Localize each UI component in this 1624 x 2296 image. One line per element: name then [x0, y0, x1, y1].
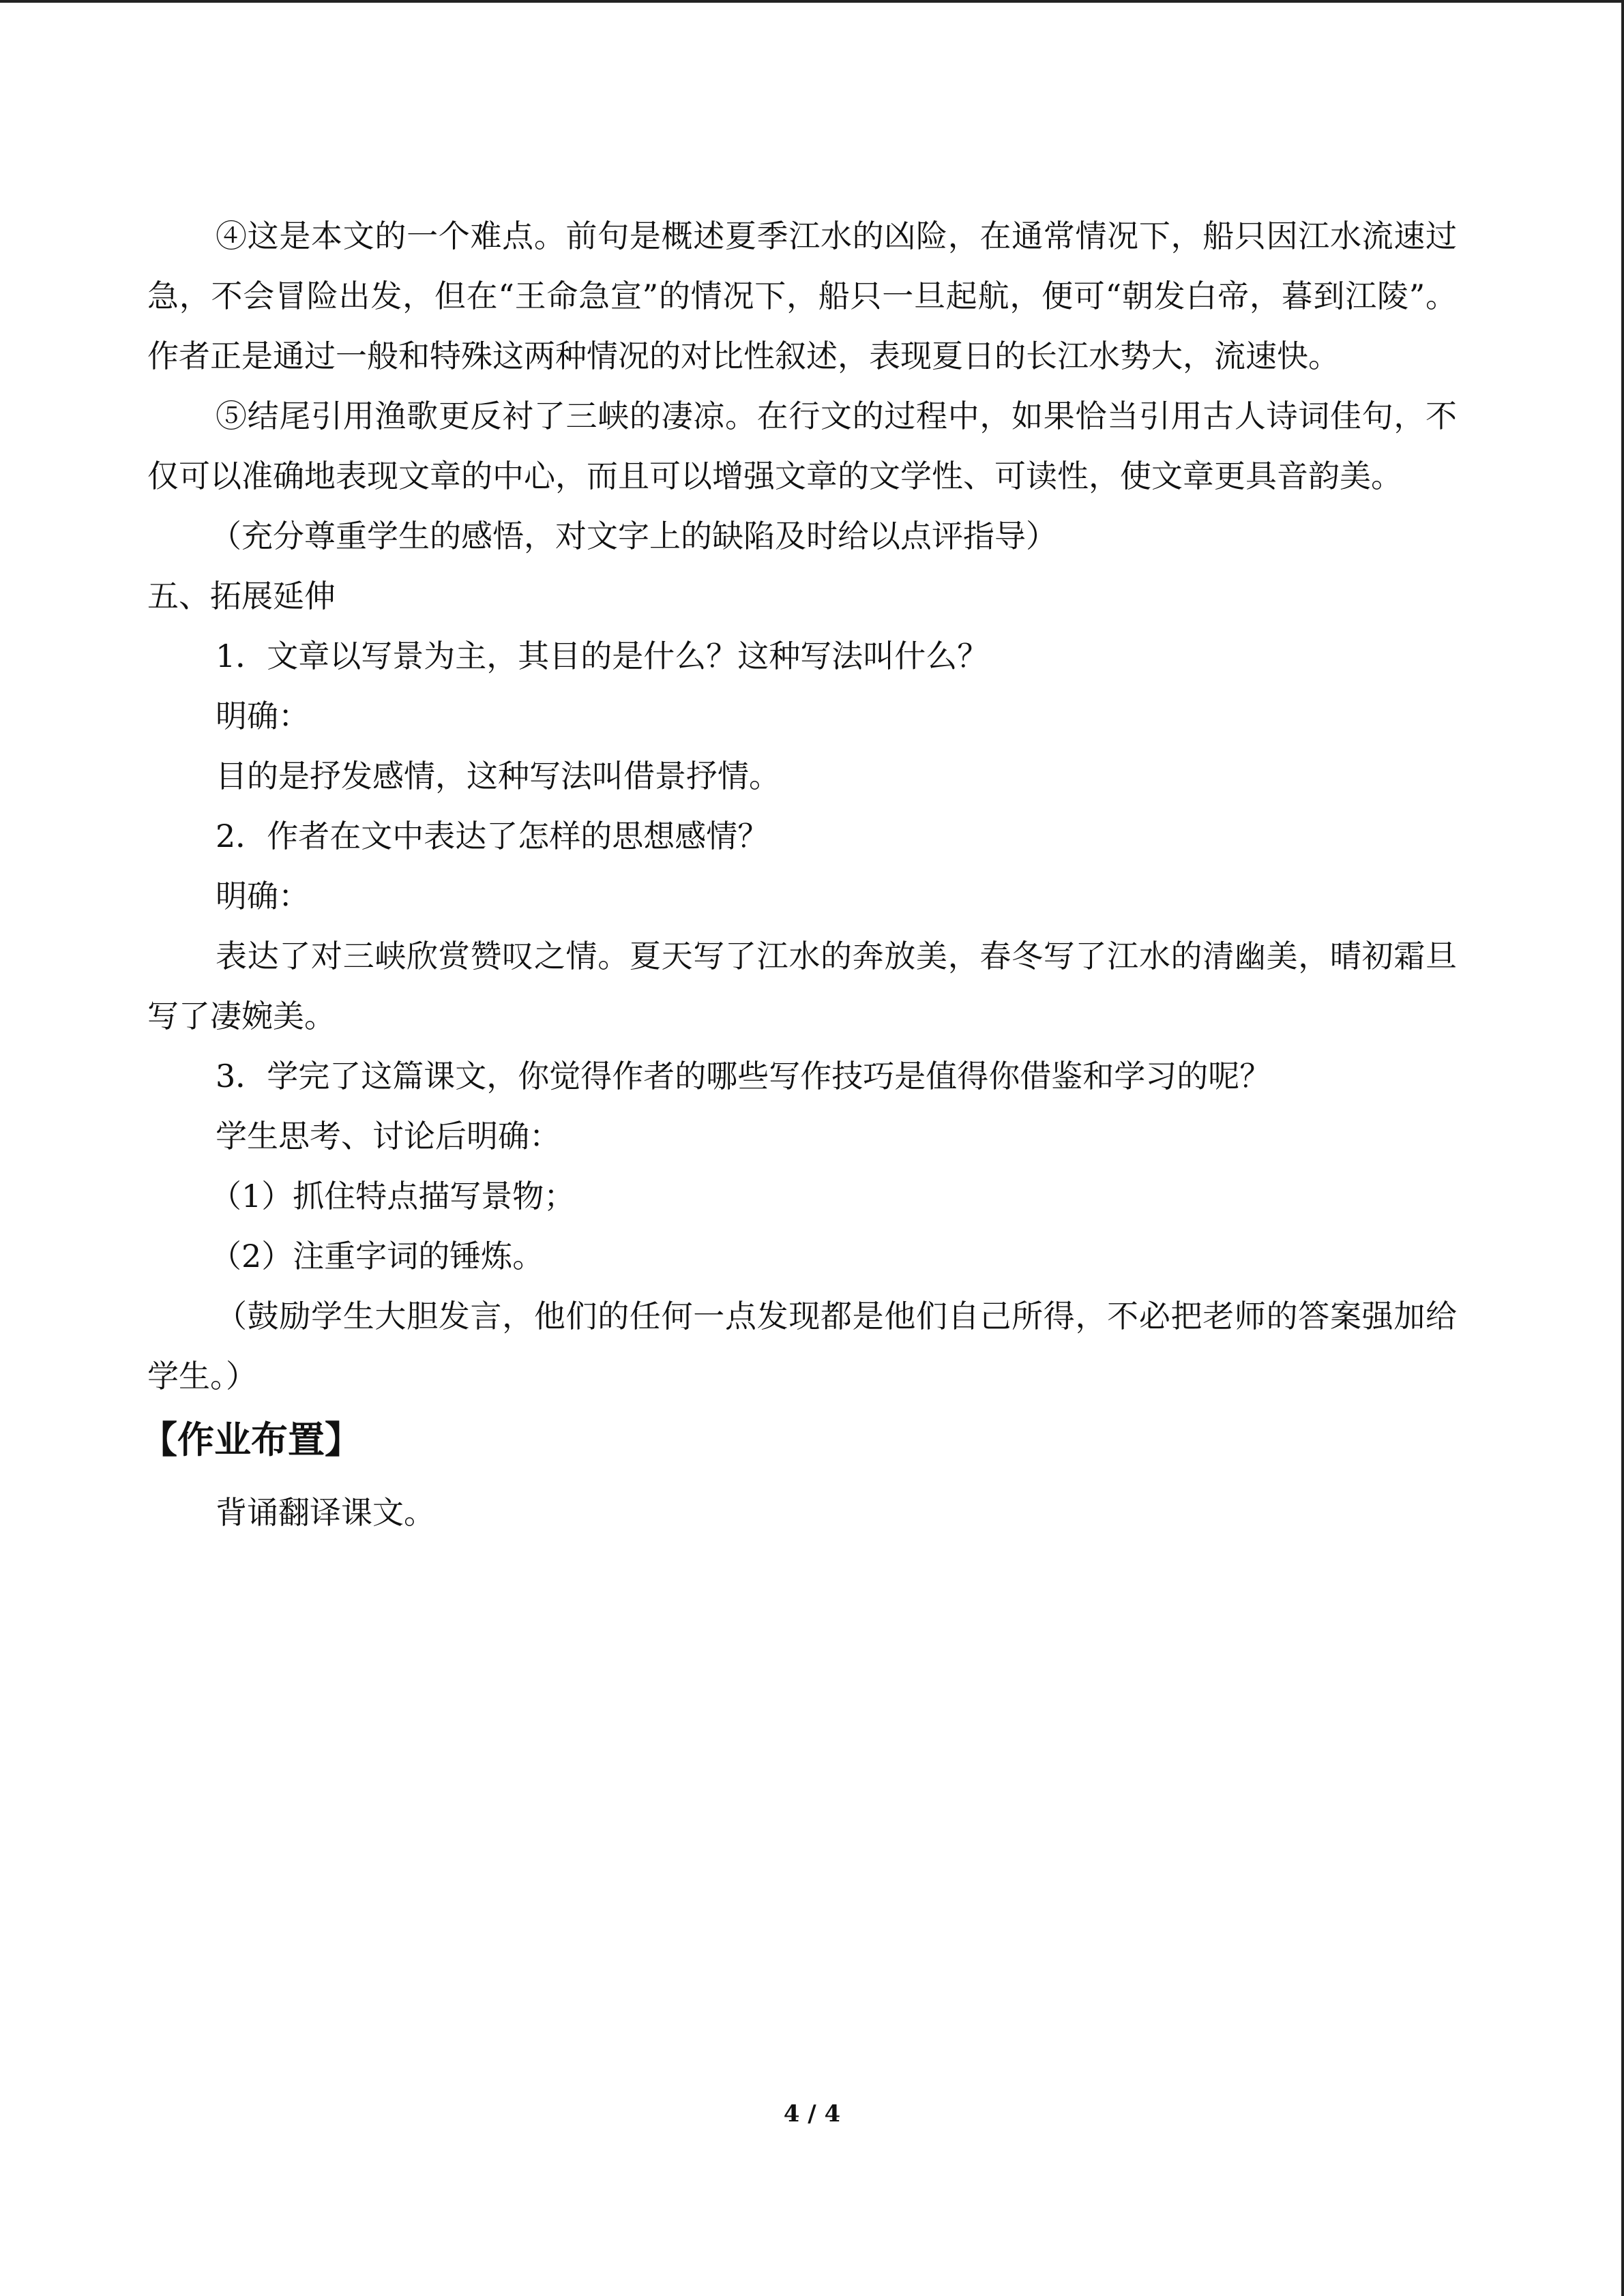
homework-body: 背诵翻译课文。: [216, 1494, 435, 1531]
question-2-label: 明确：: [216, 878, 310, 914]
teaching-note-1: （充分尊重学生的感悟，对文字上的缺陷及时给以点评指导）: [210, 518, 1057, 554]
question-3-label: 学生思考、讨论后明确：: [216, 1118, 561, 1154]
page-number: 4 / 4: [783, 2100, 841, 2128]
question-1-answer: 目的是抒发感情，这种写法叫借景抒情。: [216, 758, 780, 794]
page-top-border: [0, 0, 1624, 3]
section-title-extension: 五、拓展延伸: [147, 578, 336, 614]
question-3-item-2: （2）注重字词的锤炼。: [210, 1238, 544, 1274]
question-3: 3．学完了这篇课文，你觉得作者的哪些写作技巧是值得你借鉴和学习的呢？: [216, 1058, 1271, 1094]
page-right-border: [1621, 0, 1624, 2296]
question-2-answer: 表达了对三峡欣赏赞叹之情。夏天写了江水的奔放美，春冬写了江水的清幽美，晴初霜旦写了凄婉美。: [147, 938, 1457, 1034]
paragraph-analysis-4: ④这是本文的一个难点。前句是概述夏季江水的凶险，在通常情况下，船只因江水流速过急，不会冒险出发，但在“王命急宣”的情况下，船只一旦起航，便可“朝发白帝，暮到江陵”。作者正是通过一般和特殊这两种情况的对比性叙述，表现夏日的长江水势大，流速快。: [147, 218, 1457, 374]
question-1-label: 明确：: [216, 698, 310, 734]
question-2: 2．作者在文中表达了怎样的思想感情？: [216, 818, 769, 854]
teaching-note-2: （鼓励学生大胆发言，他们的任何一点发现都是他们自己所得，不必把老师的答案强加给学生。）: [147, 1298, 1457, 1395]
homework-title: 【作业布置】: [141, 1418, 361, 1461]
question-1: 1．文章以写景为主，其目的是什么？这种写法叫什么？: [216, 638, 989, 674]
question-3-item-1: （1）抓住特点描写景物；: [210, 1178, 576, 1214]
paragraph-analysis-5: ⑤结尾引用渔歌更反衬了三峡的凄凉。在行文的过程中，如果恰当引用古人诗词佳句，不仅可以准确地表现文章的中心，而且可以增强文章的文学性、可读性，使文章更具音韵美。: [147, 398, 1457, 494]
document-body: [141, 206, 1457, 1542]
